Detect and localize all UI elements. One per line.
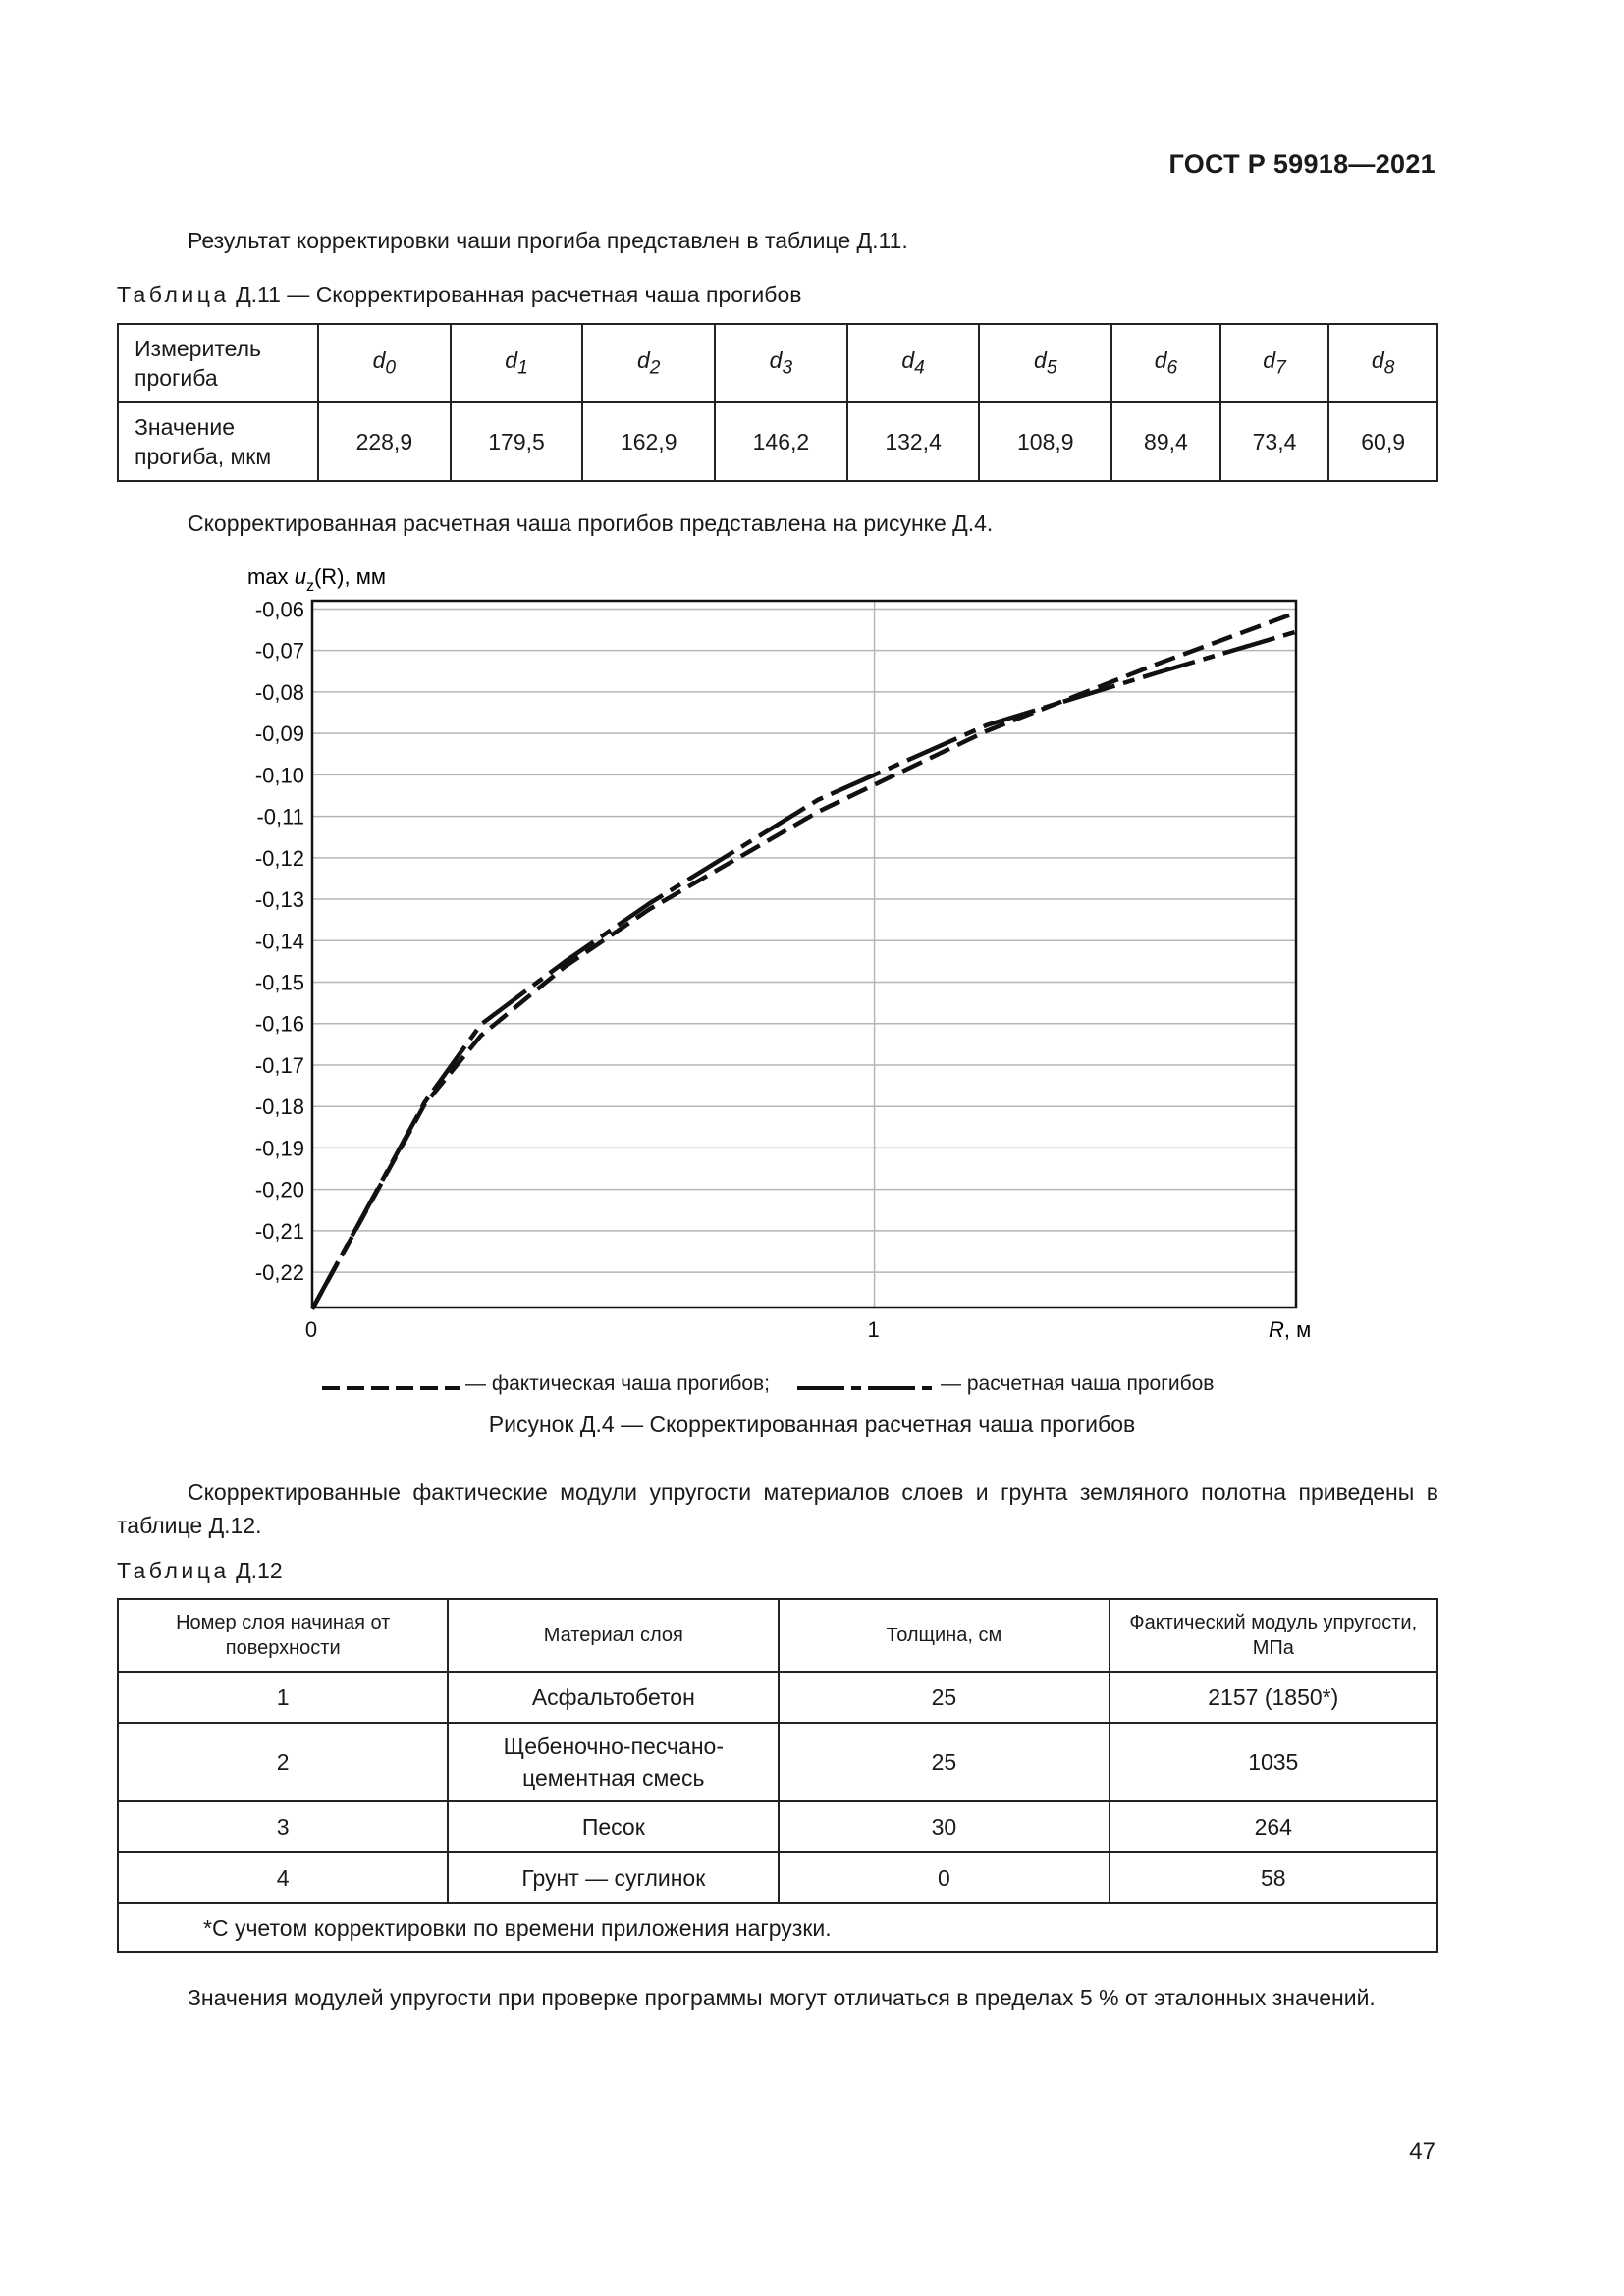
table-cell: 25 — [779, 1723, 1109, 1801]
y-tick-label: -0,18 — [254, 1095, 304, 1120]
table-cell: 1 — [118, 1672, 448, 1723]
table-cell: 1035 — [1110, 1723, 1437, 1801]
table-row — [118, 1852, 1437, 1903]
document-number: ГОСТ Р 59918—2021 — [1168, 149, 1435, 179]
x-tick-label: 1 — [867, 1317, 880, 1342]
table-row — [118, 1801, 1437, 1852]
y-tick-labels — [255, 597, 304, 1285]
y-tick-label: -0,06 — [254, 597, 304, 622]
table-header-row — [118, 1599, 1437, 1672]
table-cell: 264 — [1110, 1801, 1437, 1852]
y-tick-label: -0,11 — [256, 804, 304, 829]
y-tick-label: -0,15 — [254, 970, 304, 995]
plot-frame — [312, 601, 1296, 1308]
table11-row2-label: Значение прогиба, мкм — [118, 402, 318, 481]
table11-value: 89,4 — [1111, 402, 1220, 481]
table-cell: 30 — [779, 1801, 1109, 1852]
table-cell: Асфальтобетон — [448, 1672, 779, 1723]
table11-value: 60,9 — [1328, 402, 1437, 481]
table12-header: Материал слоя — [448, 1599, 779, 1672]
y-tick-label: -0,12 — [254, 845, 304, 871]
legend-fact-label: — фактическая чаша прогибов; — [465, 1372, 771, 1395]
y-tick-label: -0,22 — [254, 1260, 304, 1286]
table-cell: Грунт — суглинок — [448, 1852, 779, 1903]
table11-value: 108,9 — [979, 402, 1111, 481]
table-cell: 58 — [1110, 1852, 1437, 1903]
table11-symbol: $d_0$ — [318, 324, 451, 402]
table11-caption: Таблица Д.11 — Скорректированная расчетная чаша прогибов — [117, 282, 802, 307]
legend-dashed-line-icon — [322, 1385, 460, 1391]
table11-value: 146,2 — [715, 402, 847, 481]
table-d12 — [117, 1598, 1438, 1953]
y-axis-label: $\max u_z(R)$, мм — [247, 564, 386, 595]
legend-dashdot-line-icon — [797, 1385, 935, 1391]
table-cell: 4 — [118, 1852, 448, 1903]
table11-symbol: $d_6$ — [1111, 324, 1220, 402]
table-row — [118, 1672, 1437, 1723]
deflection-chart — [226, 560, 1335, 1463]
table-cell: 2 — [118, 1723, 448, 1801]
series-fact-line — [312, 613, 1296, 1308]
table11-value: 179,5 — [451, 402, 583, 481]
table-cell: 0 — [779, 1852, 1109, 1903]
figure-intro: Скорректированная расчетная чаша прогибов представлена на рисунке Д.4. — [188, 510, 994, 536]
table11-symbol: $d_3$ — [715, 324, 847, 402]
table11-symbol: $d_7$ — [1220, 324, 1329, 402]
y-tick-label: -0,08 — [254, 679, 304, 705]
paragraph-table12-intro: Скорректированные фактические модули упругости материалов слоев и грунта земляного полотна приведены в таблице Д.12. — [117, 1479, 1438, 1538]
paragraph-tolerance: Значения модулей упругости при проверке программы могут отличаться в пределах 5 % от эталонных значений. — [188, 1985, 1376, 2010]
table11-row1-label: Измеритель прогиба — [118, 324, 318, 402]
table11-symbol: $d_4$ — [847, 324, 980, 402]
y-tick-label: -0,19 — [254, 1136, 304, 1161]
table-footnote-row — [118, 1903, 1437, 1952]
table11-value: 228,9 — [318, 402, 451, 481]
y-tick-label: -0,09 — [254, 721, 304, 747]
y-tick-label: -0,10 — [254, 763, 304, 788]
table11-symbol: $d_2$ — [582, 324, 715, 402]
table11-symbol: $d_5$ — [979, 324, 1111, 402]
y-tick-label: -0,20 — [254, 1177, 304, 1202]
y-tick-label: -0,13 — [254, 887, 304, 913]
table12-footnote: *С учетом корректировки по времени приложения нагрузки. — [118, 1903, 1437, 1952]
chart-legend — [322, 1372, 1304, 1402]
y-tick-label: -0,07 — [254, 638, 304, 664]
table11-symbol: $d_8$ — [1328, 324, 1437, 402]
table12-header: Толщина, см — [779, 1599, 1109, 1672]
x-tick-label: 0 — [304, 1317, 318, 1342]
y-tick-label: -0,17 — [254, 1052, 304, 1078]
x-axis-label: R, м — [1269, 1317, 1312, 1342]
grid — [312, 601, 1296, 1308]
x-tick-labels — [305, 1317, 880, 1342]
table11-value: 162,9 — [582, 402, 715, 481]
legend-calc-label: — расчетная чаша прогибов — [941, 1372, 1215, 1395]
table11-symbol: $d_1$ — [451, 324, 583, 402]
table-cell: 25 — [779, 1672, 1109, 1723]
table-cell: 3 — [118, 1801, 448, 1852]
table-d11 — [117, 323, 1438, 482]
table11-value: 132,4 — [847, 402, 980, 481]
figure-caption: Рисунок Д.4 — Скорректированная расчетная чаша прогибов — [488, 1412, 1136, 1437]
y-tick-label: -0,16 — [254, 1011, 304, 1037]
intro-paragraph: Результат корректировки чаши прогиба представлен в таблице Д.11. — [188, 228, 908, 253]
table-row — [118, 324, 1437, 402]
table11-value: 73,4 — [1220, 402, 1329, 481]
series-lines — [312, 613, 1296, 1308]
table12-caption: Таблица Д.12 — [117, 1558, 283, 1583]
table-cell: Песок — [448, 1801, 779, 1852]
y-tick-label: -0,14 — [254, 929, 304, 954]
table12-header: Фактический модуль упругости, МПа — [1110, 1599, 1437, 1672]
table-cell: Щебеночно-песчано-цементная смесь — [448, 1723, 779, 1801]
y-tick-label: -0,21 — [254, 1218, 304, 1244]
table12-header: Номер слоя начиная от поверхности — [118, 1599, 448, 1672]
table-row — [118, 1723, 1437, 1801]
table-row — [118, 402, 1437, 481]
table-cell: 2157 (1850*) — [1110, 1672, 1437, 1723]
page-number: 47 — [1409, 2138, 1435, 2164]
